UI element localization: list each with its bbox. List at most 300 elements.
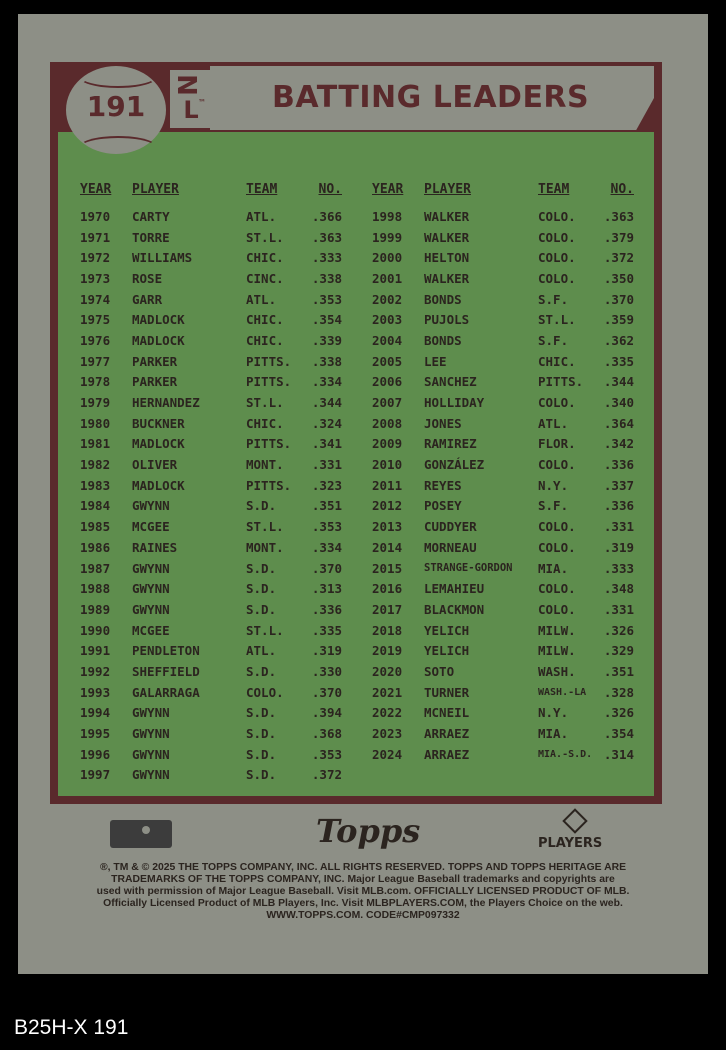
- row-team: ATL.: [246, 291, 277, 307]
- row-average: .336: [603, 457, 634, 473]
- mlb-logo-ball: [142, 826, 150, 834]
- row-player: WALKER: [424, 229, 470, 245]
- row-year: 1987: [80, 560, 111, 576]
- table-row: [80, 620, 350, 641]
- row-year: 2005: [372, 353, 403, 369]
- row-team: COLO.: [538, 457, 576, 473]
- row-player: HERNANDEZ: [132, 395, 200, 411]
- row-year: 1972: [80, 250, 111, 266]
- row-average: .326: [603, 622, 634, 638]
- row-player: BUCKNER: [132, 415, 185, 431]
- stats-column-left: [80, 178, 350, 785]
- row-average: .338: [311, 270, 342, 286]
- row-year: 2002: [372, 291, 403, 307]
- row-team: ST.L.: [246, 229, 284, 245]
- row-year: 1991: [80, 643, 111, 659]
- row-average: .313: [311, 581, 342, 597]
- image-caption: B25H-X 191: [14, 1016, 129, 1039]
- row-team: COLO.: [538, 581, 576, 597]
- row-average: .331: [311, 457, 342, 473]
- row-team: COLO.: [538, 208, 576, 224]
- row-year: 2004: [372, 332, 403, 348]
- row-player: HELTON: [424, 250, 470, 266]
- legal-line: ®, TM & © 2025 THE TOPPS COMPANY, INC. ALL RIGHTS RESERVED. TOPPS AND TOPPS HERITAGE ARE: [99, 862, 627, 873]
- row-year: 1992: [80, 663, 111, 679]
- row-average: .354: [311, 312, 342, 328]
- row-player: SHEFFIELD: [132, 663, 200, 679]
- row-team: S.D.: [246, 663, 277, 679]
- stats-rows-left: [80, 206, 350, 785]
- table-row: [80, 289, 350, 310]
- row-team: MONT.: [246, 457, 284, 473]
- header-player: PLAYER: [424, 181, 471, 197]
- row-player: YELICH: [424, 622, 470, 638]
- row-team: COLO.: [538, 229, 576, 245]
- row-team: WASH.-LA: [538, 686, 587, 698]
- row-player: MCNEIL: [424, 705, 470, 721]
- row-average: .363: [311, 229, 342, 245]
- row-team: MIA.-S.D.: [538, 748, 593, 760]
- table-row: [372, 206, 642, 227]
- table-row: [372, 413, 642, 434]
- row-average: .344: [311, 395, 342, 411]
- table-row: [80, 413, 350, 434]
- row-player: MADLOCK: [132, 436, 185, 452]
- row-year: 1970: [80, 208, 111, 224]
- table-row: [80, 434, 350, 455]
- row-player: GWYNN: [132, 726, 170, 742]
- row-average: .372: [311, 767, 342, 783]
- header-team: TEAM: [246, 181, 278, 197]
- row-average: .333: [603, 560, 634, 576]
- table-row: [372, 247, 642, 268]
- row-year: 1995: [80, 726, 111, 742]
- league-letter-n: N: [174, 74, 204, 96]
- row-year: 2024: [372, 746, 403, 762]
- row-year: 2018: [372, 622, 403, 638]
- row-team: COLO.: [246, 684, 284, 700]
- legal-line: TRADEMARKS OF THE TOPPS COMPANY, INC. Major League Baseball trademarks and copyrights are: [111, 874, 615, 885]
- row-average: .334: [311, 374, 342, 390]
- table-row: [372, 578, 642, 599]
- row-year: 1986: [80, 539, 111, 555]
- row-team: FLOR.: [538, 436, 576, 452]
- row-team: S.F.: [538, 498, 569, 514]
- row-year: 2017: [372, 601, 403, 617]
- row-player: GWYNN: [132, 746, 170, 762]
- row-year: 2003: [372, 312, 403, 328]
- row-team: COLO.: [538, 270, 576, 286]
- header-year: YEAR: [80, 181, 112, 197]
- card-number: 191: [86, 90, 146, 123]
- row-team: PITTS.: [246, 477, 292, 493]
- row-player: GWYNN: [132, 705, 170, 721]
- header-year: YEAR: [372, 181, 404, 197]
- row-player: GONZÁLEZ: [424, 457, 485, 473]
- row-team: S.D.: [246, 705, 277, 721]
- row-average: .366: [311, 208, 342, 224]
- row-average: .333: [311, 250, 342, 266]
- row-average: .337: [603, 477, 634, 493]
- table-row: [80, 247, 350, 268]
- table-row: [372, 516, 642, 537]
- row-average: .394: [311, 705, 342, 721]
- row-player: WILLIAMS: [132, 250, 193, 266]
- table-row: [80, 227, 350, 248]
- table-row: [372, 537, 642, 558]
- table-row: [80, 330, 350, 351]
- row-team: COLO.: [538, 395, 576, 411]
- row-player: WALKER: [424, 270, 470, 286]
- row-year: 2008: [372, 415, 403, 431]
- row-average: .359: [603, 312, 634, 328]
- row-team: S.D.: [246, 498, 277, 514]
- row-average: .339: [311, 332, 342, 348]
- row-average: .336: [603, 498, 634, 514]
- row-year: 2023: [372, 726, 403, 742]
- row-average: .368: [311, 726, 342, 742]
- row-year: 2015: [372, 560, 403, 576]
- ball-seam-top: [78, 64, 158, 88]
- row-team: COLO.: [538, 601, 576, 617]
- row-average: .328: [603, 684, 634, 700]
- table-row: [372, 330, 642, 351]
- table-row: [80, 268, 350, 289]
- header-team: TEAM: [538, 181, 570, 197]
- column-header: [80, 178, 350, 200]
- row-average: .319: [603, 539, 634, 555]
- ball-seam-bottom: [78, 136, 158, 160]
- row-year: 2021: [372, 684, 403, 700]
- row-year: 1999: [372, 229, 403, 245]
- table-row: [372, 599, 642, 620]
- row-player: OLIVER: [132, 457, 178, 473]
- row-player: PARKER: [132, 374, 178, 390]
- row-player: MADLOCK: [132, 312, 185, 328]
- row-team: PITTS.: [246, 436, 292, 452]
- table-row: [80, 372, 350, 393]
- row-average: .341: [311, 436, 342, 452]
- stats-rows-right: [372, 206, 642, 765]
- table-row: [80, 765, 350, 786]
- row-player: RAMIREZ: [424, 436, 477, 452]
- row-player: PARKER: [132, 353, 178, 369]
- row-team: S.D.: [246, 601, 277, 617]
- row-average: .330: [311, 663, 342, 679]
- row-team: CHIC.: [246, 312, 284, 328]
- league-letter-l: L: [183, 96, 199, 124]
- row-average: .370: [311, 560, 342, 576]
- row-player: MADLOCK: [132, 477, 185, 493]
- row-year: 1990: [80, 622, 111, 638]
- row-average: .319: [311, 643, 342, 659]
- header-no: NO.: [610, 181, 634, 197]
- row-average: .335: [311, 622, 342, 638]
- row-average: .323: [311, 477, 342, 493]
- row-team: ATL.: [246, 643, 277, 659]
- row-player: CARTY: [132, 208, 170, 224]
- row-team: CHIC.: [246, 332, 284, 348]
- row-player: ROSE: [132, 270, 163, 286]
- table-row: [372, 351, 642, 372]
- mlb-logo-icon: [110, 820, 172, 848]
- table-row: [80, 392, 350, 413]
- table-row: [80, 454, 350, 475]
- table-row: [372, 454, 642, 475]
- row-player: MCGEE: [132, 519, 170, 535]
- table-row: [372, 289, 642, 310]
- row-average: .338: [311, 353, 342, 369]
- table-row: [372, 268, 642, 289]
- row-year: 2014: [372, 539, 403, 555]
- row-year: 2009: [372, 436, 403, 452]
- row-player: REYES: [424, 477, 462, 493]
- row-average: .364: [603, 415, 634, 431]
- row-average: .324: [311, 415, 342, 431]
- row-year: 1977: [80, 353, 111, 369]
- row-team: CHIC.: [246, 415, 284, 431]
- row-team: PITTS.: [246, 353, 292, 369]
- row-player: MADLOCK: [132, 332, 185, 348]
- table-row: [372, 309, 642, 330]
- row-average: .353: [311, 746, 342, 762]
- table-row: [80, 599, 350, 620]
- row-average: .351: [311, 498, 342, 514]
- row-year: 1989: [80, 601, 111, 617]
- row-year: 2020: [372, 663, 403, 679]
- legal-line: WWW.TOPPS.COM. CODE#CMP097332: [266, 910, 460, 921]
- row-year: 1971: [80, 229, 111, 245]
- table-row: [80, 640, 350, 661]
- row-year: 2001: [372, 270, 403, 286]
- row-year: 1978: [80, 374, 111, 390]
- row-team: S.D.: [246, 767, 277, 783]
- table-row: [372, 703, 642, 724]
- row-player: SOTO: [424, 663, 455, 679]
- row-average: .351: [603, 663, 634, 679]
- table-row: [372, 496, 642, 517]
- row-average: .362: [603, 332, 634, 348]
- row-player: SANCHEZ: [424, 374, 477, 390]
- row-player: JONES: [424, 415, 462, 431]
- row-team: ATL.: [246, 208, 277, 224]
- topps-logo: Topps: [316, 812, 421, 850]
- table-row: [80, 744, 350, 765]
- row-year: 1988: [80, 581, 111, 597]
- table-row: [80, 703, 350, 724]
- row-player: PUJOLS: [424, 312, 470, 328]
- row-player: GWYNN: [132, 581, 170, 597]
- row-average: .348: [603, 581, 634, 597]
- table-row: [80, 558, 350, 579]
- row-year: 1985: [80, 519, 111, 535]
- row-player: YELICH: [424, 643, 470, 659]
- row-average: .354: [603, 726, 634, 742]
- row-average: .363: [603, 208, 634, 224]
- row-year: 2013: [372, 519, 403, 535]
- row-year: 2010: [372, 457, 403, 473]
- legal-line: used with permission of Major League Baseball. Visit MLB.com. OFFICIALLY LICENSED PRODUCT OF MLB.: [96, 886, 630, 897]
- row-team: COLO.: [538, 539, 576, 555]
- row-player: RAINES: [132, 539, 178, 555]
- row-year: 2012: [372, 498, 403, 514]
- column-header: [372, 178, 642, 200]
- header-no: NO.: [318, 181, 342, 197]
- table-row: [372, 475, 642, 496]
- row-year: 1983: [80, 477, 111, 493]
- table-row: [372, 682, 642, 703]
- row-team: S.D.: [246, 581, 277, 597]
- table-row: [372, 434, 642, 455]
- row-year: 2019: [372, 643, 403, 659]
- table-row: [80, 578, 350, 599]
- row-team: CHIC.: [246, 250, 284, 266]
- table-row: [372, 372, 642, 393]
- row-team: N.Y.: [538, 705, 569, 721]
- table-row: [80, 682, 350, 703]
- row-player: MCGEE: [132, 622, 170, 638]
- legal-text: [80, 862, 646, 922]
- row-average: .335: [603, 353, 634, 369]
- row-year: 1994: [80, 705, 111, 721]
- row-team: S.D.: [246, 726, 277, 742]
- table-row: [372, 661, 642, 682]
- row-player: GWYNN: [132, 601, 170, 617]
- table-row: [372, 227, 642, 248]
- row-year: 1979: [80, 395, 111, 411]
- row-year: 2000: [372, 250, 403, 266]
- row-team: MIA.: [538, 726, 569, 742]
- row-average: .370: [311, 684, 342, 700]
- row-average: .379: [603, 229, 634, 245]
- row-year: 2022: [372, 705, 403, 721]
- row-player: ARRAEZ: [424, 746, 470, 762]
- table-row: [372, 744, 642, 765]
- table-row: [372, 558, 642, 579]
- row-year: 1974: [80, 291, 111, 307]
- row-year: 1997: [80, 767, 111, 783]
- row-player: WALKER: [424, 208, 470, 224]
- row-player: TORRE: [132, 229, 170, 245]
- row-year: 1980: [80, 415, 111, 431]
- row-team: ST.L.: [246, 622, 284, 638]
- row-average: .331: [603, 519, 634, 535]
- row-player: BONDS: [424, 291, 462, 307]
- row-year: 2016: [372, 581, 403, 597]
- row-team: MONT.: [246, 539, 284, 555]
- row-player: POSEY: [424, 498, 462, 514]
- row-average: .353: [311, 291, 342, 307]
- table-row: [80, 475, 350, 496]
- row-average: .372: [603, 250, 634, 266]
- row-team: COLO.: [538, 519, 576, 535]
- row-team: MIA.: [538, 560, 569, 576]
- row-team: ATL.: [538, 415, 569, 431]
- row-year: 1984: [80, 498, 111, 514]
- league-trademark: ™: [198, 98, 206, 107]
- row-player: TURNER: [424, 684, 470, 700]
- row-team: S.D.: [246, 746, 277, 762]
- row-player: HOLLIDAY: [424, 395, 485, 411]
- row-team: N.Y.: [538, 477, 569, 493]
- row-year: 2007: [372, 395, 403, 411]
- header-player: PLAYER: [132, 181, 179, 197]
- row-player: CUDDYER: [424, 519, 477, 535]
- row-player: MORNEAU: [424, 539, 477, 555]
- row-player: GWYNN: [132, 767, 170, 783]
- table-row: [80, 723, 350, 744]
- row-average: .350: [603, 270, 634, 286]
- players-logo: PLAYERS: [538, 836, 603, 851]
- row-team: ST.L.: [538, 312, 576, 328]
- row-year: 1996: [80, 746, 111, 762]
- row-player: GARR: [132, 291, 163, 307]
- row-year: 1998: [372, 208, 403, 224]
- row-year: 1993: [80, 684, 111, 700]
- row-team: ST.L.: [246, 519, 284, 535]
- table-row: [80, 309, 350, 330]
- row-year: 1976: [80, 332, 111, 348]
- row-average: .326: [603, 705, 634, 721]
- row-player: GWYNN: [132, 560, 170, 576]
- row-player: LEE: [424, 353, 447, 369]
- table-row: [372, 640, 642, 661]
- table-row: [372, 620, 642, 641]
- row-team: S.F.: [538, 332, 569, 348]
- table-row: [80, 351, 350, 372]
- row-average: .314: [603, 746, 634, 762]
- row-average: .329: [603, 643, 634, 659]
- row-team: MILW.: [538, 643, 576, 659]
- row-year: 1973: [80, 270, 111, 286]
- row-player: GALARRAGA: [132, 684, 200, 700]
- card-title: BATTING LEADERS: [272, 80, 590, 115]
- row-average: .336: [311, 601, 342, 617]
- table-row: [80, 496, 350, 517]
- row-team: CINC.: [246, 270, 284, 286]
- row-average: .353: [311, 519, 342, 535]
- row-year: 1982: [80, 457, 111, 473]
- row-player: GWYNN: [132, 498, 170, 514]
- row-year: 2006: [372, 374, 403, 390]
- row-team: ST.L.: [246, 395, 284, 411]
- row-player: LEMAHIEU: [424, 581, 485, 597]
- row-year: 1981: [80, 436, 111, 452]
- table-row: [80, 537, 350, 558]
- row-player: PENDLETON: [132, 643, 200, 659]
- row-average: .331: [603, 601, 634, 617]
- row-team: S.F.: [538, 291, 569, 307]
- row-average: .334: [311, 539, 342, 555]
- row-team: WASH.: [538, 663, 576, 679]
- table-row: [372, 392, 642, 413]
- table-row: [80, 206, 350, 227]
- table-row: [372, 723, 642, 744]
- row-team: PITTS.: [246, 374, 292, 390]
- row-average: .340: [603, 395, 634, 411]
- row-team: CHIC.: [538, 353, 576, 369]
- legal-line: Officially Licensed Product of MLB Players, Inc. Visit MLBPLAYERS.COM, the Players Choice on the web.: [103, 898, 623, 909]
- row-team: MILW.: [538, 622, 576, 638]
- row-average: .342: [603, 436, 634, 452]
- row-player: STRANGE-GORDON: [424, 562, 513, 575]
- row-player: BONDS: [424, 332, 462, 348]
- row-player: BLACKMON: [424, 601, 485, 617]
- row-year: 2011: [372, 477, 403, 493]
- table-row: [80, 516, 350, 537]
- stats-column-right: [372, 178, 642, 765]
- row-average: .370: [603, 291, 634, 307]
